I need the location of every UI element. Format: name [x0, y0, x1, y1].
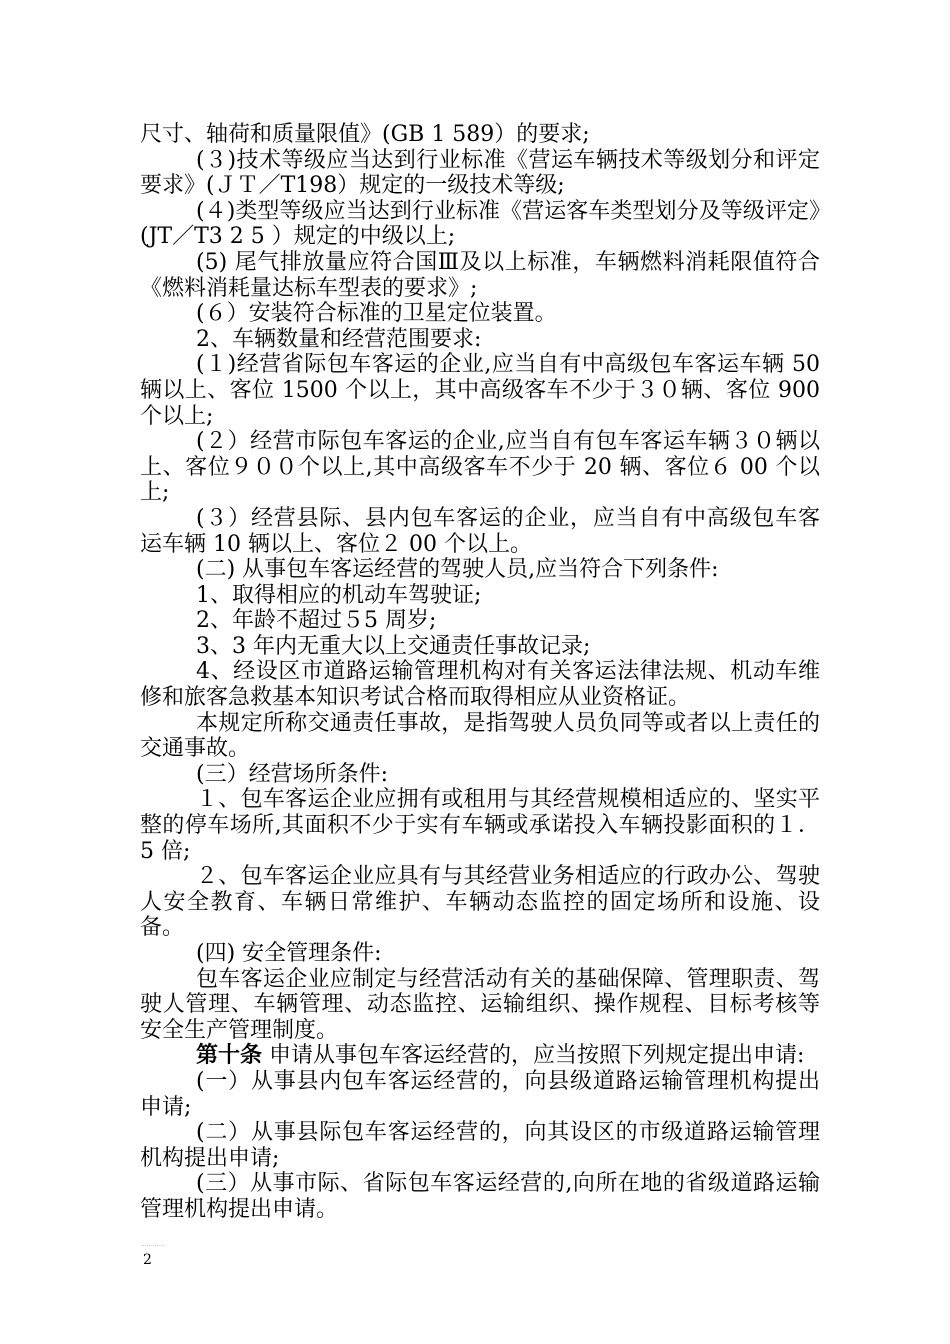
paragraph-6: 2、车辆数量和经营范围要求:: [196, 326, 482, 352]
document-body: [140, 122, 820, 1223]
paragraph-3: (４)类型等级应当达到行业标准《营运客车类型划分及等级评定》(JT／T3 2 5 ）规定的中级以上;: [140, 198, 820, 250]
page-number: 2: [143, 1252, 152, 1268]
paragraph-19: (四) 安全管理条件:: [196, 941, 382, 966]
paragraph-13: 3、3 年内无重大以上交通责任事故记录;: [196, 633, 591, 659]
paragraph-5: (６）安装符合标准的卫星定位装置。: [196, 301, 557, 327]
paragraph-9: (３）经营县际、县内包车客运的企业，应当自有中高级包车客运车辆 10 辆以上、客位２ 00 个以上。: [140, 505, 820, 557]
paragraph-18: ２、包车客运企业应具有与其经营业务相适应的行政办公、驾驶人安全教育、车辆日常维护、车辆动态监控的固定场所和设施、设备。: [140, 864, 820, 941]
paragraph-12: 2、年龄不超过５5 周岁;: [196, 608, 437, 634]
paragraph-17: １、包车客运企业应拥有或租用与其经营规模相适应的、坚实平整的停车场所,其面积不少于实有车辆或承诺投入车辆投影面积的１．5 倍;: [140, 787, 820, 864]
paragraph-10: (二) 从事包车客运经营的驾驶人员,应当符合下列条件:: [196, 557, 719, 583]
paragraph-20: 包车客运企业应制定与经营活动有关的基础保障、管理职责、驾驶人管理、车辆管理、动态监控、运输组织、操作规程、目标考核等安全生产管理制度。: [140, 966, 820, 1043]
paragraph-1: 尺寸、轴荷和质量限值》(GB 1 589）的要求;: [140, 122, 590, 147]
article-10-label: 第十条: [196, 1042, 263, 1069]
paragraph-11: 1、取得相应的机动车驾驶证;: [196, 582, 482, 608]
paragraph-7: (１)经营省际包车客运的企业,应当自有中高级包车客运车辆 50 辆以上、客位 1500 个以上，其中高级客车不少于３０辆、客位 900 个以上;: [140, 352, 820, 429]
paragraph-23: (三）从事市际、省际包车客运经营的,向所在地的省级道路运输管理机构提出申请。: [140, 1171, 820, 1222]
article-10-text: 申请从事包车客运经营的，应当按照下列规定提出申请:: [262, 1043, 805, 1069]
paragraph-16: (三）经营场所条件:: [196, 761, 388, 787]
paragraph-4: (5) 尾气排放量应符合国Ⅲ及以上标准，车辆燃料消耗限值符合《燃料消耗量达标车型表的要求》;: [140, 249, 820, 301]
paragraph-2: (３)技术等级应当达到行业标准《营运车辆技术等级划分和评定要求》(ＪＴ／T198）规定的一级技术等级;: [140, 147, 820, 199]
paragraph-15: 本规定所称交通责任事故，是指驾驶人员负同等或者以上责任的交通事故。: [140, 710, 820, 762]
paragraph-22: (二）从事县际包车客运经营的，向其设区的市级道路运输管理机构提出申请;: [140, 1120, 820, 1171]
paragraph-8: (２）经营市际包车客运的企业,应当自有包车客运车辆３０辆以上、客位９００个以上,其中高级客车不少于 20 辆、客位６ 00 个以上;: [140, 429, 820, 506]
paragraph-21: (一）从事县内包车客运经营的，向县级道路运输管理机构提出申请;: [140, 1068, 820, 1120]
article-10-paragraph: [140, 1043, 820, 1069]
paragraph-14: 4、经设区市道路运输管理机构对有关客运法律法规、机动车维修和旅客急救基本知识考试合格而取得相应从业资格证。: [140, 659, 820, 711]
footer-corner-mark: [142, 1245, 164, 1247]
